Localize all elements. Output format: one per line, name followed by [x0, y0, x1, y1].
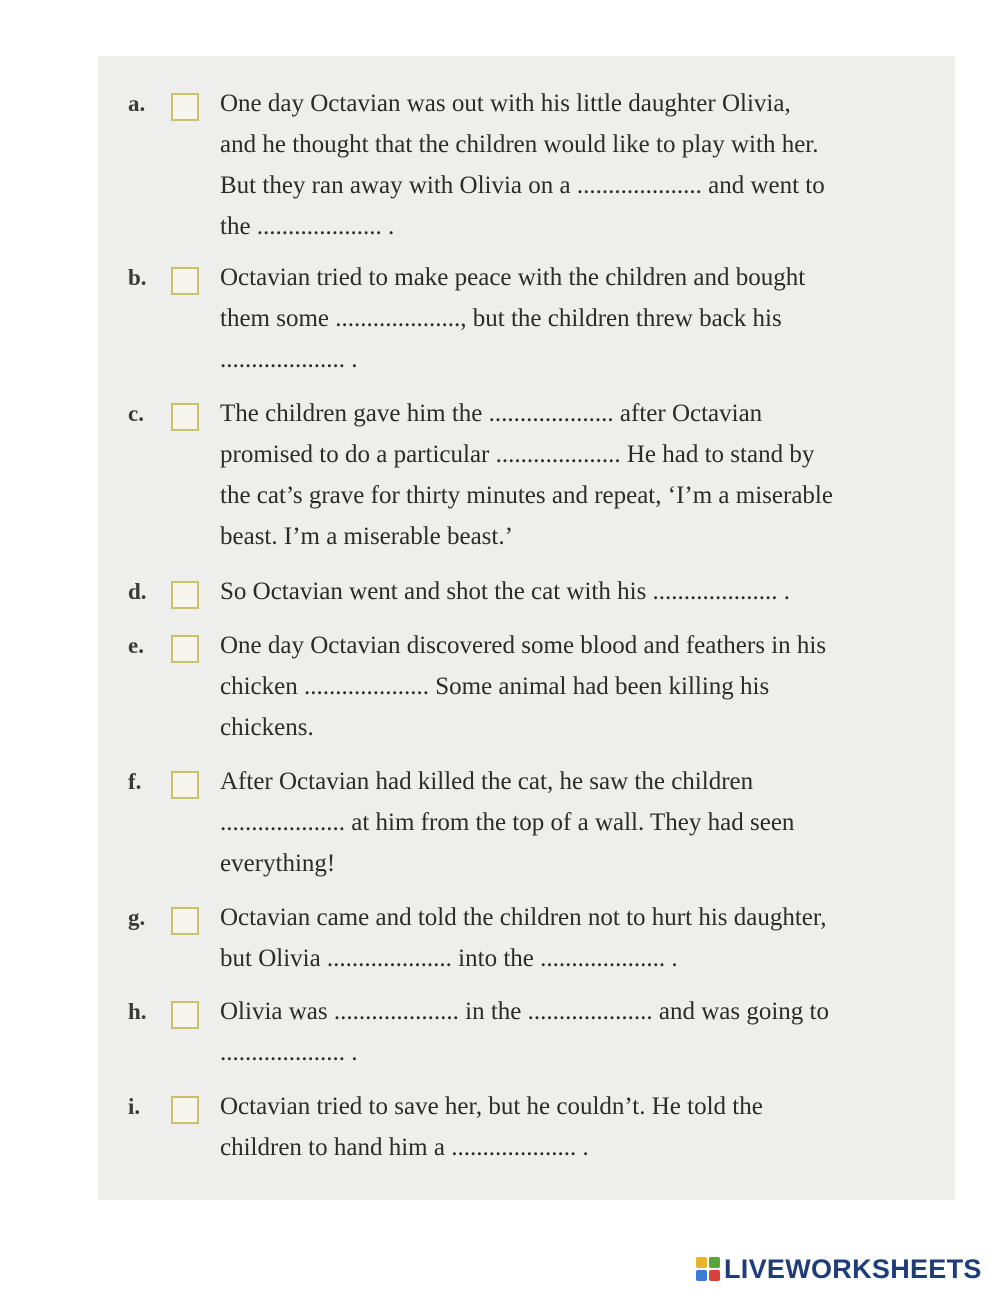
item-text [220, 1086, 940, 1168]
text-line: .................... . [220, 1039, 358, 1066]
item-text [220, 257, 940, 380]
item-letter: a. [128, 91, 146, 116]
text-line: Octavian came and told the children not to hurt his daughter, [220, 904, 827, 931]
text-line: and he thought that the children would like to play with her. [220, 131, 819, 158]
text-line: chickens. [220, 714, 314, 741]
item-letter: f. [128, 769, 142, 794]
order-checkbox[interactable] [171, 93, 199, 121]
item-letter: g. [128, 905, 146, 930]
text-line: promised to do a particular .................... He had to stand by [220, 441, 815, 468]
item-letter: e. [128, 633, 144, 658]
text-line: One day Octavian discovered some blood and feathers in his [220, 632, 827, 659]
text-line: .................... . [220, 346, 358, 373]
text-line: After Octavian had killed the cat, he saw the children [220, 768, 754, 795]
item-text [220, 897, 940, 979]
text-line: children to hand him a .................... . [220, 1134, 589, 1161]
text-line: .................... at him from the top of a wall. They had seen [220, 809, 795, 836]
text-line: the cat’s grave for thirty minutes and repeat, ‘I’m a miserable [220, 482, 833, 509]
text-line: but Olivia .................... into the .................... . [220, 945, 678, 972]
item-text [220, 991, 940, 1073]
text-line: everything! [220, 850, 336, 877]
text-line: So Octavian went and shot the cat with his .................... . [220, 578, 791, 605]
text-line: Octavian tried to save her, but he couldn’t. He told the [220, 1093, 763, 1120]
item-letter: c. [128, 401, 144, 426]
text-line: But they ran away with Olivia on a .................... and went to [220, 172, 825, 199]
liveworksheets-logo [696, 1254, 982, 1284]
text-line: One day Octavian was out with his little daughter Olivia, [220, 90, 791, 117]
text-line: them some ...................., but the children threw back his [220, 305, 782, 332]
order-checkbox[interactable] [171, 267, 199, 295]
item-letter: h. [128, 999, 147, 1024]
text-line: Olivia was .................... in the .................... and was going to [220, 998, 829, 1025]
order-checkbox[interactable] [171, 1096, 199, 1124]
item-text [220, 83, 940, 247]
order-checkbox[interactable] [171, 1001, 199, 1029]
text-line: the .................... . [220, 213, 395, 240]
order-checkbox[interactable] [171, 581, 199, 609]
order-checkbox[interactable] [171, 635, 199, 663]
item-letter: d. [128, 579, 147, 604]
item-letter: i. [128, 1094, 141, 1119]
order-checkbox[interactable] [171, 907, 199, 935]
text-line: beast. I’m a miserable beast.’ [220, 523, 513, 550]
order-checkbox[interactable] [171, 403, 199, 431]
brand-name: LIVEWORKSHEETS [724, 1253, 982, 1284]
text-line: chicken .................... Some animal had been killing his [220, 673, 770, 700]
order-checkbox[interactable] [171, 771, 199, 799]
item-letter: b. [128, 265, 147, 290]
item-text [220, 393, 940, 557]
item-text [220, 571, 940, 612]
worksheet-page [98, 56, 955, 1200]
text-line: Octavian tried to make peace with the children and bought [220, 264, 806, 291]
item-text [220, 625, 940, 748]
logo-grid-icon [696, 1257, 720, 1281]
text-line: The children gave him the .................... after Octavian [220, 400, 763, 427]
item-text [220, 761, 940, 884]
